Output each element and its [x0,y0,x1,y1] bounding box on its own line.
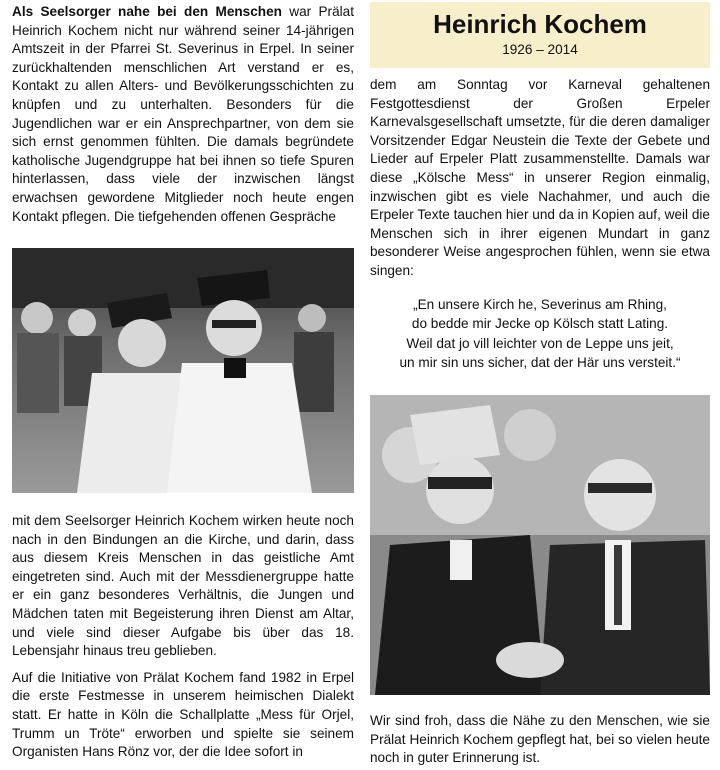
photo-priests-procession-image [12,248,354,493]
intro-paragraph [12,3,354,226]
intro-paragraph-text: war Prälat Heinrich Kochem nicht nur während seiner 14-jährigen Amtszeit in der Pfarrei St. Severinus in Erpel. In seiner zurückhaltenden menschlichen Art verstand er es, Kontakt zu allen Alters- und Bevölkerungsschichten zu knüpfen und zu unterhalten. Besonders für die Jugendlichen war er ein Ansprechpartner, von dem sie sich ernst genommen fühlten. Die damals begründete katholische Jugendgruppe hat bei ihnen so tiefe Spuren hinterlassen, dass viele der inzwischen längst erwachsen gewordene Mitglieder noch heute engen Kontakt pflegen. Die tiefgehenden offenen Gespräche [12,4,354,224]
photo-carnival-handshake-image [370,395,710,695]
right-column-lower [370,712,710,768]
life-years: 1926 – 2014 [502,42,578,57]
kolsche-mess-paragraph: dem am Sonntag vor Karneval gehaltenen Festgottesdienst der Großen Erpeler Karnevalsgesellschaft umsetzte, für die deren damaliger Vorsitzender Edgar Neustein die Texte der Gebete und Lieder auf Erpeler Platt zusammenstellte. Damals war diese „Kölsche Mess“ in unserer Region einmalig, inzwischen gibt es viele Nachahmer, und auch die Erpeler Texte tauchen hier und da in Kopien auf, weil die Menschen sich in ihrer eigenen Mundart in ganz besonderer Weise angesprochen fühlen, wenn sie etwa singen: [370,77,710,278]
page-title: Heinrich Kochem [433,9,647,39]
messdiener-paragraph: mit dem Seelsorger Heinrich Kochem wirken heute noch nach in den Bindungen an die Kirche, und darin, dass aus diesem Kreis Menschen in das geistliche Amt eingetreten sind. Auch mit der Messdienergruppe hatte er ein ganz besonderes Verhältnis, die Jungen und Mädchen taten mit Begeisterung ihren Dienst am Altar, und viele sind dieser Aufgabe bis über das 18. Lebensjahr hinaus treu geblieben. [12,513,354,659]
left-column-lower [12,512,354,762]
title-box [370,2,710,68]
poem-line: un mir sin uns sicher, dat der Här uns versteit.“ [399,355,681,371]
lead-text: Als Seelsorger nahe bei den Menschen [12,4,282,19]
poem-block [370,295,710,373]
closing-paragraph: Wir sind froh, dass die Nähe zu den Menschen, wie sie Prälat Heinrich Kochem gepflegt hat, bei so vielen heute noch in guter Erinnerung ist. [370,713,710,766]
photo-carnival-handshake [370,395,710,695]
right-column [370,76,710,373]
photo-priests-procession [12,248,354,493]
poem-line: do bedde mir Jecke op Kölsch statt Lating. [411,316,669,332]
festmesse-paragraph: Auf die Initiative von Prälat Kochem fand 1982 in Erpel die erste Festmesse in unserem heimischen Dialekt statt. Er hatte in Köln die Schallplatte „Mess für Orjel, Trumm un Tröte“ erworben und spielte sie seinem Organisten Hans Rönz vor, der die Idee sofort in [12,669,354,760]
left-column [12,3,354,226]
poem-line: Weil dat jo vill leichter von de Leppe uns jeit, [406,335,674,351]
poem-line: „En unsere Kirch he, Severinus am Rhing, [413,296,667,312]
